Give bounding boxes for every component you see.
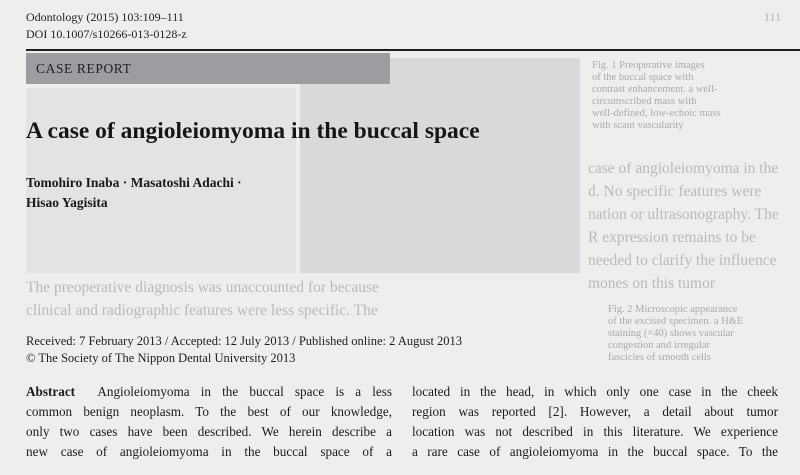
bleed-through-body-text: case of angioleiomyoma in the d. No specific features were nation or ultrasonography. The R expression remains to be needed to clarify the influence mones on this tumor <box>588 160 779 292</box>
copyright-notice: © The Society of The Nippon Dental University 2013 <box>26 351 296 365</box>
article-history <box>26 333 462 367</box>
journal-citation: Odontology (2015) 103:109–111 <box>26 10 184 24</box>
header-rule <box>26 49 800 51</box>
body-line: region was reported [2]. However, a detail about tumor <box>412 404 778 419</box>
abstract-line: only two cases have been described. We herein describe a <box>26 424 392 439</box>
bleed-through-page-number: 111 <box>764 10 782 24</box>
journal-doi[interactable]: DOI 10.1007/s10266-013-0128-z <box>26 27 187 41</box>
authors-line-1: Tomohiro Inaba · Masatoshi Adachi · <box>26 175 242 190</box>
publication-dates: Received: 7 February 2013 / Accepted: 12 July 2013 / Published online: 2 August 2013 <box>26 334 463 348</box>
article-category-band <box>26 53 390 84</box>
journal-header <box>26 9 187 43</box>
abstract-line: Abstract Angioleiomyoma in the buccal space is a less <box>26 384 392 399</box>
abstract-column-left <box>26 382 392 462</box>
body-line: a rare case of angioleiomyoma in the buccal space. To the <box>412 444 778 459</box>
bleed-through-caption-fig2: Fig. 2 Microscopic appearance of the excised specimen. a H&E staining (×40) shows vascular congestion and irregular fascicles of smooth cells <box>608 304 744 363</box>
body-column-right <box>412 382 778 462</box>
author-list <box>26 173 242 213</box>
bleed-through-figure <box>300 58 580 273</box>
abstract-line: common benign neoplasm. To the best of our knowledge, <box>26 404 392 419</box>
article-title: A case of angioleiomyoma in the buccal space <box>26 118 480 144</box>
authors-line-2: Hisao Yagisita <box>26 195 108 210</box>
bleed-through-caption-fig1: Fig. 1 Preoperative images of the buccal space with contrast enhancement. a well- circumscribed mass with well-defined, low-echoic mass with scant vascularity <box>592 60 721 131</box>
body-line: located in the head, in which only one case in the cheek <box>412 384 778 399</box>
article-category: CASE REPORT <box>36 61 132 76</box>
bleed-through-paragraph: The preoperative diagnosis was unaccounted for because clinical and radiographic features were less specific. The <box>26 279 379 319</box>
abstract-label: Abstract <box>26 384 76 399</box>
body-line: location was not described in this literature. We experience <box>412 424 778 439</box>
abstract-line: new case of angioleiomyoma in the buccal space of a <box>26 444 392 459</box>
